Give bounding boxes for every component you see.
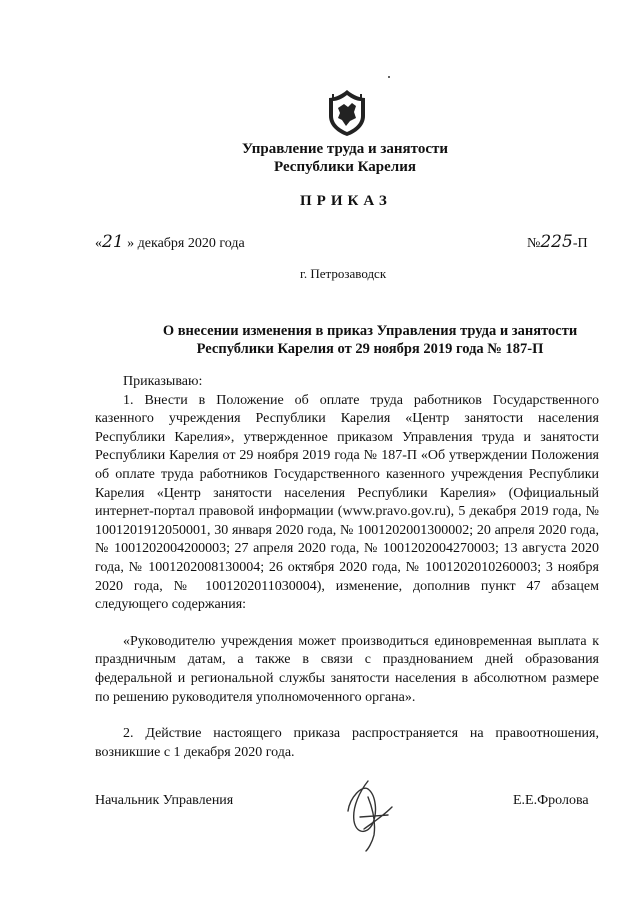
number-suffix: -П xyxy=(572,236,588,251)
number-prefix: № xyxy=(527,236,541,251)
org-line-1: Управление труда и занятости xyxy=(241,141,449,157)
coat-of-arms-icon xyxy=(326,88,368,138)
handwritten-signature-icon xyxy=(338,777,398,853)
paragraph-2: 2. Действие настоящего приказа распространяется на правоотношения, возникшие с 1 декабря 2020 года. xyxy=(95,726,599,760)
date-open-quote: « xyxy=(95,236,102,251)
signatory-name: Е.Е.Фролова xyxy=(513,793,589,808)
signatory-title: Начальник Управления xyxy=(95,793,234,808)
subject-line-2: Республики Карелия от 29 ноября 2019 года № 187-П xyxy=(196,341,544,357)
quoted-paragraph: «Руководителю учреждения может производиться единовременная выплата к праздничным датам, а также в связи с празднованием дней образования федеральной и региональной службы занятости населения в абсолютном размере по решению руководителя уполномоченного органа». xyxy=(95,633,599,705)
document-date xyxy=(95,232,245,252)
opening-line: Приказываю: xyxy=(123,374,203,389)
document-type: ПРИКАЗ xyxy=(300,193,392,209)
document-number xyxy=(527,232,588,252)
document-body xyxy=(95,373,599,762)
number-handwritten: 225 xyxy=(540,232,573,252)
paragraph-1: 1. Внести в Положение об оплате труда работников Государственного казенного учреждения Республики Карелия «Центр занятости населения Республики Карелия», утвержденное приказом Управления труда и занятости Республики Карелия от 29 ноября 2019 года № 187-П «Об утверждении Положения об оплате труда работников Государственного казенного учреждения Республики Карелия «Центр занятости населения Республики Карелия» (Официальный интернет-портал правовой информации (www.pravo.gov.ru), 5 декабря 2019 года, № 1001201912050001, 30 января 2020 года, № 1001202001300002; 20 апреля 2020 года, № 1001202004200003; 27 апреля 2020 года, № 1001202004270003; 13 августа 2020 года, № 1001202008130004; 26 октября 2020 года, № 1001202010260003; 3 ноября 2020 года, № 1001202011030004), изменение, дополнив пункт 47 абзацем следующего содержания: xyxy=(95,392,599,613)
date-rest: » декабря 2020 года xyxy=(123,236,245,251)
document-subject xyxy=(60,322,640,358)
subject-line-1: О внесении изменения в приказ Управления труда и занятости xyxy=(162,323,578,339)
organization-name xyxy=(0,140,640,176)
date-day-handwritten: 21 xyxy=(102,232,124,252)
scan-speck xyxy=(388,76,390,78)
city: г. Петрозаводск xyxy=(300,266,387,281)
org-line-2: Республики Карелия xyxy=(274,159,416,175)
